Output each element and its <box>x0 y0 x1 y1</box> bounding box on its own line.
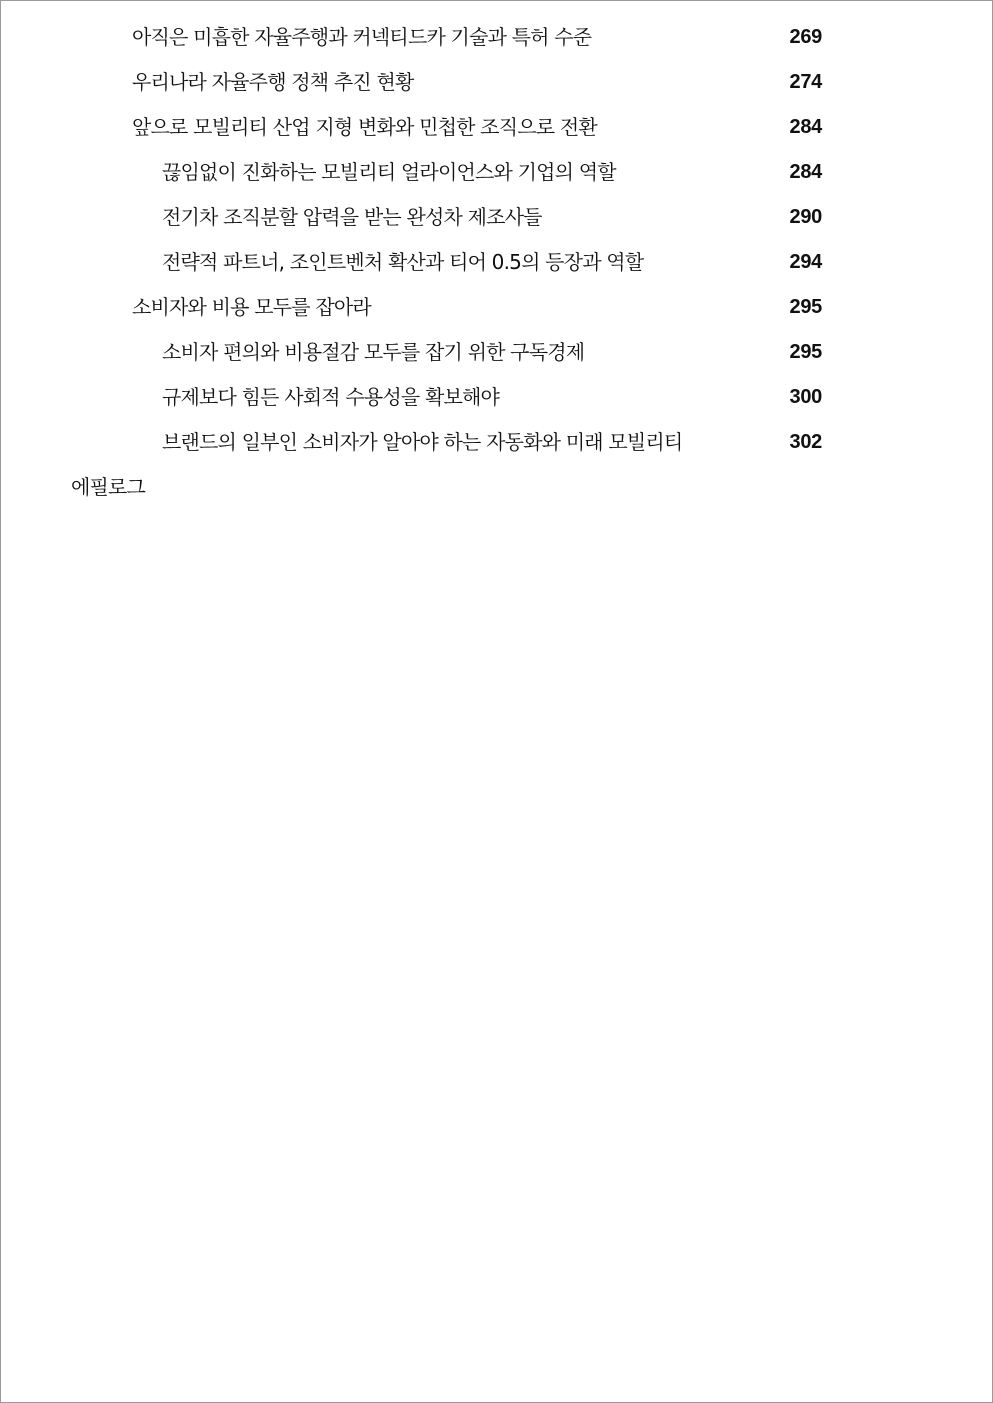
toc-entry-title: 소비자 편의와 비용절감 모두를 잡기 위한 구독경제 <box>162 340 585 364</box>
toc-entry-title: 전기차 조직분할 압력을 받는 완성차 제조사들 <box>162 205 542 229</box>
toc-entry-page: 269 <box>789 26 822 48</box>
toc-entry[interactable] <box>1 150 992 195</box>
toc-entry[interactable] <box>1 240 992 285</box>
toc-entry-title: 규제보다 힘든 사회적 수용성을 확보해야 <box>162 385 500 409</box>
toc-entry-title: 브랜드의 일부인 소비자가 알아야 하는 자동화와 미래 모빌리티 <box>162 430 683 454</box>
toc-entry-title: 끊임없이 진화하는 모빌리티 얼라이언스와 기업의 역할 <box>162 160 616 184</box>
toc-entry-page: 302 <box>789 431 822 453</box>
toc-entry-page: 295 <box>789 296 822 318</box>
toc-entry[interactable] <box>1 195 992 240</box>
toc-entry-epilogue[interactable] <box>1 465 992 510</box>
toc-entry-title: 에필로그 <box>71 475 146 499</box>
toc-entry-title: 소비자와 비용 모두를 잡아라 <box>132 295 371 319</box>
toc-entry-page: 295 <box>789 341 822 363</box>
toc-entry-title: 아직은 미흡한 자율주행과 커넥티드카 기술과 특허 수준 <box>132 25 592 49</box>
toc-entry-title: 앞으로 모빌리티 산업 지형 변화와 민첩한 조직으로 전환 <box>132 115 597 139</box>
toc-entry[interactable] <box>1 105 992 150</box>
toc-entry-page: 300 <box>789 386 822 408</box>
toc-entry[interactable] <box>1 420 992 465</box>
toc-entry[interactable] <box>1 60 992 105</box>
toc-entry-page: 294 <box>789 251 822 273</box>
toc-entry-page: 284 <box>789 161 822 183</box>
toc-entry-title: 전략적 파트너, 조인트벤처 확산과 티어 0.5의 등장과 역할 <box>162 250 644 274</box>
toc-entry[interactable] <box>1 285 992 330</box>
table-of-contents <box>1 15 992 510</box>
toc-entry-page: 274 <box>789 71 822 93</box>
toc-entry-page: 290 <box>789 206 822 228</box>
toc-entry[interactable] <box>1 330 992 375</box>
toc-entry[interactable] <box>1 15 992 60</box>
toc-entry-page: 284 <box>789 116 822 138</box>
toc-entry-title: 우리나라 자율주행 정책 추진 현황 <box>132 70 414 94</box>
toc-entry[interactable] <box>1 375 992 420</box>
